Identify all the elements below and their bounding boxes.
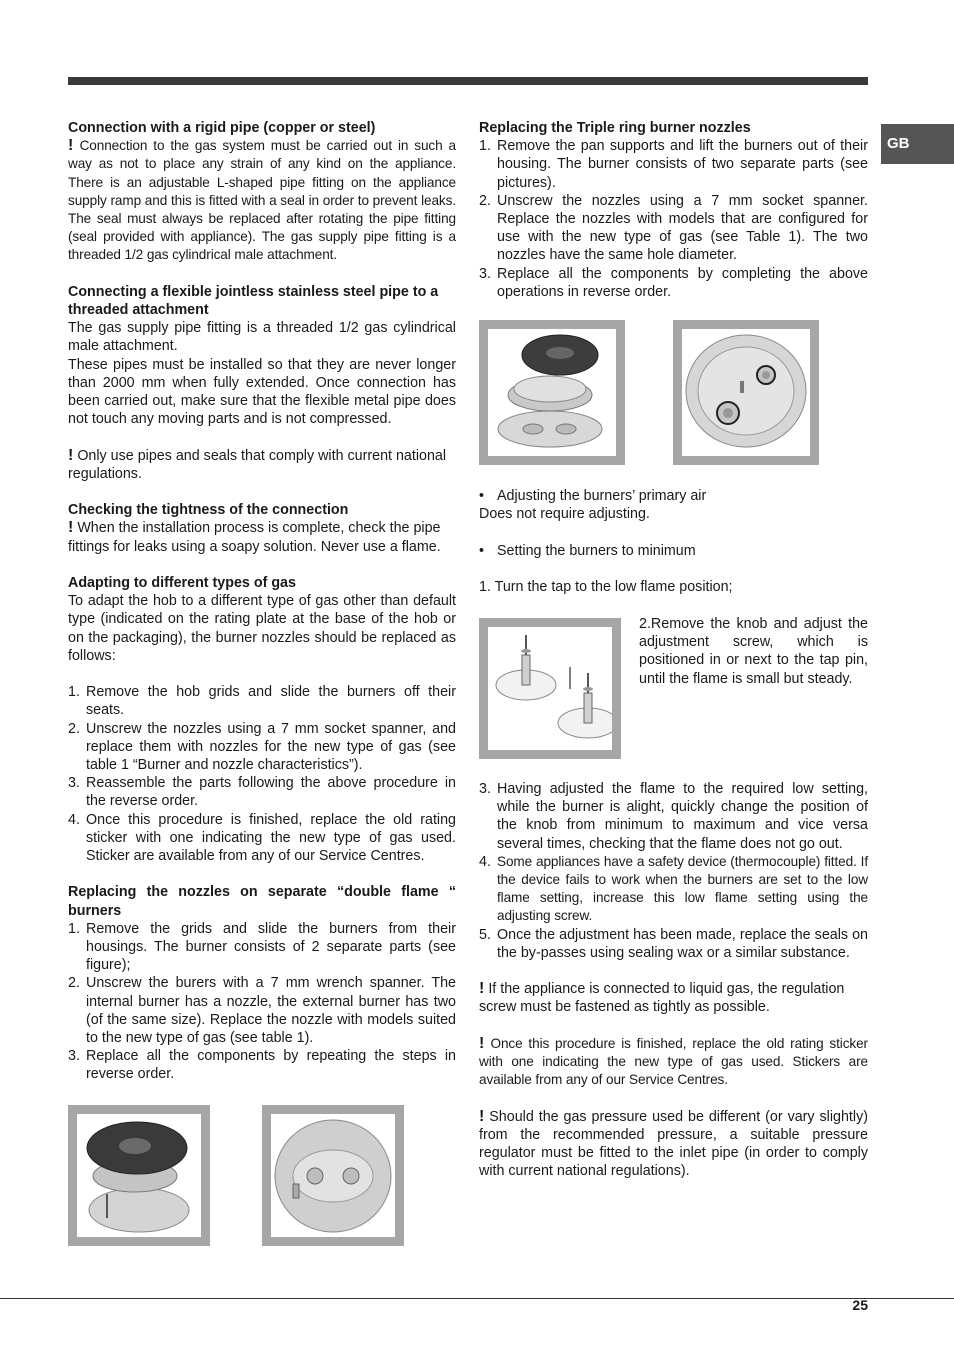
left-column bbox=[68, 119, 456, 1084]
warning-sticker: ! Once this procedure is finished, replace the old rating sticker with one indicating the new type of gas used. Stickers are available from any of our Service Centres. bbox=[479, 1034, 868, 1088]
section-title-tightness: Checking the tightness of the connection bbox=[68, 502, 349, 519]
primary-air-text: Does not require adjusting. bbox=[479, 506, 650, 523]
section-title-rigid: Connection with a rigid pipe (copper or steel) bbox=[68, 120, 376, 136]
tightness-paragraph: ! When the installation process is complete, check the pipe fittings for leaks using a soapy solution. Never use a flame. bbox=[68, 519, 441, 555]
list-item: 3. Reassemble the parts following the above procedure in the reverse order. bbox=[68, 775, 456, 810]
section-title-triple-ring: Replacing the Triple ring burner nozzles bbox=[479, 120, 751, 136]
figure-adjustment-screw bbox=[479, 618, 621, 759]
figure-triple-ring-nozzles bbox=[673, 320, 819, 465]
warning-icon: ! bbox=[68, 137, 74, 155]
warning-icon: ! bbox=[68, 519, 74, 537]
section-title-double-flame: Replacing the nozzles on separate “double flame “ burners bbox=[68, 884, 456, 919]
page-number: 25 bbox=[852, 1297, 868, 1313]
warning-icon: ! bbox=[479, 1034, 485, 1052]
bullet-primary-air: • Adjusting the burners’ primary air bbox=[479, 487, 868, 505]
list-item: 3. Replace all the components by completing the above operations in reverse order. bbox=[479, 265, 868, 300]
list-item: 5. Once the adjustment has been made, replace the seals on the by-passes using sealing wax or a similar substance. bbox=[479, 926, 868, 961]
right-column bbox=[479, 119, 868, 301]
warning-icon: ! bbox=[479, 980, 485, 998]
list-item: 1. Remove the hob grids and slide the burners off their seats. bbox=[68, 684, 456, 719]
list-item: 4. Once this procedure is finished, replace the old rating sticker with one indicating the new type of gas used. Sticker are available from any of our Service Centres. bbox=[68, 811, 456, 865]
figure-double-flame-nozzles bbox=[262, 1105, 404, 1246]
warning-icon: ! bbox=[479, 1107, 485, 1125]
list-item: 2. Unscrew the burers with a 7 mm wrench spanner. The internal burner has a nozzle, the external burner has two (of the same size). Replace the nozzle with models suited to the new type of gas (see table 1). bbox=[68, 975, 456, 1047]
rigid-paragraph: ! Connection to the gas system must be carried out in such a way as not to place any strain of any kind on the appliance. There is an adjustable L-shaped pipe fitting on the appliance supply ramp and this is fitted with a seal in order to prevent leaks. The seal must always be replaced after rotating the pipe fitting (seal provided with appliance). The gas supply pipe fitting is a threaded 1/2 gas cylindrical male attachment. bbox=[68, 137, 456, 263]
adapt-paragraph: To adapt the hob to a different type of gas other than default type (indicated on the rating plate at the base of the hob or on the packaging), the burner nozzles should be replaced as follows: bbox=[68, 593, 456, 664]
list-item: 2. Unscrew the nozzles using a 7 mm socket spanner. Replace the nozzles with models that are configured for use with the new type of gas (see Table 1). The two nozzles have the same hole diameter. bbox=[479, 192, 868, 264]
list-item: 3. Replace all the components by repeating the steps in reverse order. bbox=[68, 1048, 456, 1083]
flex-paragraph-1: The gas supply pipe fitting is a threaded 1/2 gas cylindrical male attachment. bbox=[68, 320, 456, 355]
right-column-lower bbox=[479, 780, 868, 1180]
language-tab: GB bbox=[881, 124, 954, 164]
section-title-adapting: Adapting to different types of gas bbox=[68, 575, 296, 592]
list-item: 4. Some appliances have a safety device (thermocouple) fitted. If the device fails to work when the burners are set to the low flame setting, increase this low flame setting using the adjusting screw. bbox=[479, 853, 868, 924]
warning-pressure: ! Should the gas pressure used be different (or vary slightly) from the recommended pressure, a suitable pressure regulator must be fitted to the inlet pipe (in order to comply with current national regulations). bbox=[479, 1107, 868, 1180]
header-rule bbox=[68, 77, 868, 85]
flex-warning: ! Only use pipes and seals that comply with current national regulations. bbox=[68, 446, 447, 482]
list-item: 1. Remove the grids and slide the burners from their housings. The burner consists of 2 separate parts (see figure); bbox=[68, 920, 456, 974]
min-step-2: 2.Remove the knob and adjust the adjustment screw, which is positioned in or next to the tap pin, until the flame is small but steady. bbox=[639, 616, 868, 687]
adapt-steps-list bbox=[68, 683, 456, 865]
min-step-1: 1. Turn the tap to the low flame position; bbox=[479, 578, 733, 595]
figure-triple-ring-burner-exploded bbox=[479, 320, 625, 465]
right-column-mid bbox=[479, 487, 868, 596]
bullet-minimum: • Setting the burners to minimum bbox=[479, 542, 868, 560]
minimum-steps-list bbox=[479, 780, 868, 962]
footer-rule bbox=[0, 1298, 954, 1299]
flex-paragraph-2: These pipes must be installed so that they are never longer than 2000 mm when fully extended. Once connection has been carried out, make sure that the flexible metal pipe does not touch any moving parts and is not compressed. bbox=[68, 356, 456, 428]
triple-ring-steps-list bbox=[479, 137, 868, 301]
double-flame-steps-list bbox=[68, 920, 456, 1084]
figure-double-flame-burner-exploded bbox=[68, 1105, 210, 1246]
list-item: 3. Having adjusted the flame to the required low setting, while the burner is alight, quickly change the position of the knob from minimum to maximum and vice versa several times, checking that the flame does not go out. bbox=[479, 781, 868, 852]
list-item: 1. Remove the pan supports and lift the burners out of their housing. The burner consists of two separate parts (see pictures). bbox=[479, 138, 868, 191]
warning-icon: ! bbox=[68, 446, 74, 464]
list-item: 2. Unscrew the nozzles using a 7 mm socket spanner, and replace them with nozzles for the new type of gas (see table 1 “Burner and nozzle characteristics”). bbox=[68, 720, 456, 774]
warning-liquid-gas: ! If the appliance is connected to liquid gas, the regulation screw must be fastened as tightly as possible. bbox=[479, 980, 845, 1016]
section-title-flexible: Connecting a flexible jointless stainless steel pipe to a threaded attachment bbox=[68, 283, 439, 319]
